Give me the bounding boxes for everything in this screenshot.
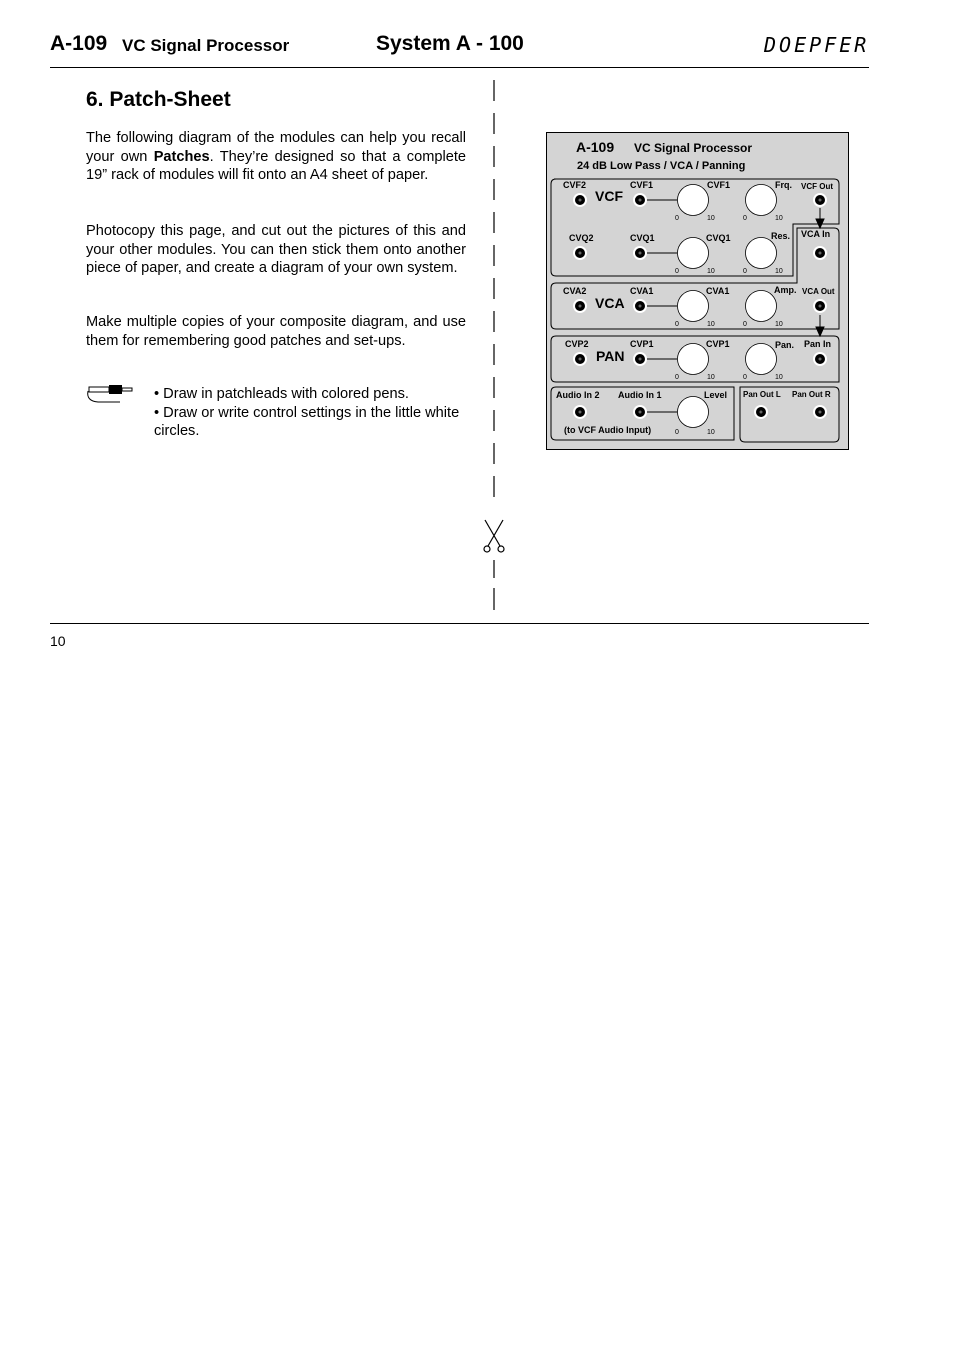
label-res: Res. bbox=[771, 231, 791, 241]
cva2-jack[interactable] bbox=[573, 299, 587, 313]
scale-max: 10 bbox=[775, 374, 783, 381]
cvq1-knob[interactable] bbox=[678, 238, 709, 269]
cvf1-jack[interactable] bbox=[633, 193, 647, 207]
resonance-knob[interactable] bbox=[746, 238, 777, 269]
vcf-out-jack[interactable] bbox=[813, 193, 827, 207]
label-audio-in1: Audio In 1 bbox=[618, 390, 662, 400]
pan-out-l-jack[interactable] bbox=[754, 405, 768, 419]
label-to-vcf: (to VCF Audio Input) bbox=[564, 425, 652, 435]
bullet-item: • Draw in patchleads with colored pens. bbox=[154, 386, 409, 402]
frequency-knob[interactable] bbox=[746, 185, 777, 216]
bullet-item: • Draw or write control settings in the little white circles. bbox=[154, 404, 460, 439]
scale-max: 10 bbox=[707, 321, 715, 328]
label-cvf1-knob: CVF1 bbox=[707, 180, 731, 190]
scale-min: 0 bbox=[743, 374, 747, 381]
scale-min: 0 bbox=[743, 321, 747, 328]
scale-min: 0 bbox=[675, 374, 679, 381]
header-model: A-109 bbox=[50, 32, 108, 55]
header-module-name: VC Signal Processor bbox=[122, 36, 290, 55]
label-cvp2: CVP2 bbox=[565, 339, 589, 349]
module-panel bbox=[546, 132, 849, 450]
label-cva1-knob: CVA1 bbox=[706, 286, 730, 296]
scale-max: 10 bbox=[775, 321, 783, 328]
label-cva1-jack: CVA1 bbox=[630, 286, 654, 296]
vca-out-jack[interactable] bbox=[813, 299, 827, 313]
scale-max: 10 bbox=[707, 374, 715, 381]
cvf1-knob[interactable] bbox=[678, 185, 709, 216]
label-level: Level bbox=[704, 390, 728, 400]
paragraph-1: The following diagram of the modules can help you recall your own Patches. They’re designed so that a complete 19” rack of modules will fit onto an A4 sheet of paper. bbox=[86, 130, 466, 183]
scale-min: 0 bbox=[675, 321, 679, 328]
label-pan-in: Pan In bbox=[804, 339, 832, 349]
header-rule bbox=[50, 67, 869, 68]
section-title: 6. Patch-Sheet bbox=[86, 88, 231, 111]
header-system: System A - 100 bbox=[376, 32, 524, 55]
label-frq: Frq. bbox=[775, 180, 792, 190]
label-pan-knob: Pan. bbox=[775, 340, 795, 350]
label-cvf2: CVF2 bbox=[563, 180, 587, 190]
amplitude-knob[interactable] bbox=[746, 291, 777, 322]
panel-title: A-109 bbox=[576, 139, 615, 155]
scale-min: 0 bbox=[675, 215, 679, 222]
cvp1-jack[interactable] bbox=[633, 352, 647, 366]
pan-out-r-jack[interactable] bbox=[813, 405, 827, 419]
label-pan-out-r: Pan Out R bbox=[792, 390, 831, 399]
scale-max: 10 bbox=[707, 268, 715, 275]
paragraph-2: Photocopy this page, and cut out the pictures of this and your other modules. You can then stick them onto another piece of paper, and create a diagram of your own system. bbox=[86, 223, 466, 276]
cvp1-knob[interactable] bbox=[678, 344, 709, 375]
label-pan-out-l: Pan Out L bbox=[743, 390, 781, 399]
label-pan-section: PAN bbox=[596, 348, 625, 364]
pan-in-jack[interactable] bbox=[813, 352, 827, 366]
label-cvq1-knob: CVQ1 bbox=[706, 233, 731, 243]
panel-subtitle: 24 dB Low Pass / VCA / Panning bbox=[577, 160, 746, 172]
label-cvq1-jack: CVQ1 bbox=[630, 233, 655, 243]
patch-cable-icon bbox=[86, 381, 136, 405]
label-vca-out: VCA Out bbox=[802, 287, 835, 296]
cvq2-jack[interactable] bbox=[573, 246, 587, 260]
label-vca-in: VCA In bbox=[801, 229, 831, 239]
scale-max: 10 bbox=[775, 215, 783, 222]
cut-line bbox=[480, 80, 510, 612]
label-cvp1-knob: CVP1 bbox=[706, 339, 730, 349]
audio-in1-jack[interactable] bbox=[633, 405, 647, 419]
panning-knob[interactable] bbox=[746, 344, 777, 375]
label-cvf1-jack: CVF1 bbox=[630, 180, 654, 190]
scale-max: 10 bbox=[707, 429, 715, 436]
cva1-jack[interactable] bbox=[633, 299, 647, 313]
page-number: 10 bbox=[50, 633, 66, 649]
footer-rule bbox=[50, 623, 869, 624]
paragraph-3: Make multiple copies of your composite diagram, and use them for remembering good patches and set-ups. bbox=[86, 314, 466, 349]
audio-in2-jack[interactable] bbox=[573, 405, 587, 419]
scale-min: 0 bbox=[675, 268, 679, 275]
brand-logo: DOEPFER bbox=[764, 33, 870, 57]
cvf2-jack[interactable] bbox=[573, 193, 587, 207]
cvp2-jack[interactable] bbox=[573, 352, 587, 366]
scale-max: 10 bbox=[775, 268, 783, 275]
cva1-knob[interactable] bbox=[678, 291, 709, 322]
label-vca-section: VCA bbox=[595, 295, 625, 311]
label-amp: Amp. bbox=[774, 285, 797, 295]
label-vcf-out: VCF Out bbox=[801, 182, 833, 191]
label-audio-in2: Audio In 2 bbox=[556, 390, 600, 400]
scale-max: 10 bbox=[707, 215, 715, 222]
level-knob[interactable] bbox=[678, 397, 709, 428]
label-cva2: CVA2 bbox=[563, 286, 587, 296]
scissors-icon bbox=[484, 520, 504, 552]
vca-in-jack[interactable] bbox=[813, 246, 827, 260]
label-cvq2: CVQ2 bbox=[569, 233, 594, 243]
scale-min: 0 bbox=[743, 268, 747, 275]
label-cvp1-jack: CVP1 bbox=[630, 339, 654, 349]
panel-name: VC Signal Processor bbox=[634, 141, 753, 155]
scale-min: 0 bbox=[743, 215, 747, 222]
bullet-list bbox=[154, 385, 474, 441]
cvq1-jack[interactable] bbox=[633, 246, 647, 260]
scale-min: 0 bbox=[675, 429, 679, 436]
label-vcf-section: VCF bbox=[595, 188, 623, 204]
